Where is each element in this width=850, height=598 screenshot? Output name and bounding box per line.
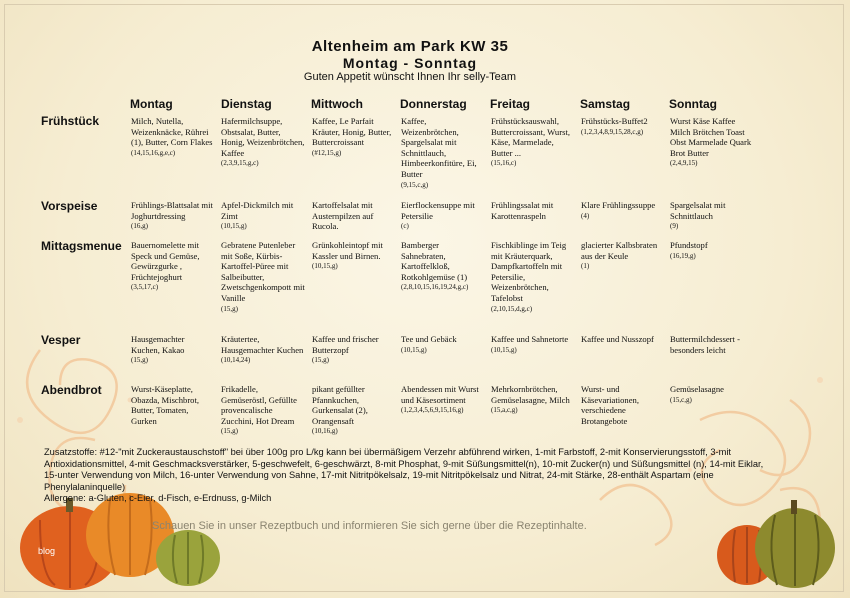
- additive-codes: (10,15,g): [401, 345, 427, 354]
- meal-label-abendbrot: Abendbrot: [41, 383, 102, 397]
- dish-text: Kartoffelsalat mit Austernpilzen auf Rucola.: [312, 200, 374, 232]
- dish-text: Frühstücks-Buffet2: [581, 116, 648, 126]
- additive-codes: (15,g): [131, 356, 148, 365]
- menu-cell-abendbrot-freitag: [491, 384, 575, 415]
- dish-text: Kaffee, Le Parfait Kräuter, Honig, Butter, Buttercroissant: [312, 116, 392, 148]
- additive-codes: (15,g): [312, 356, 329, 365]
- menu-cell-vesper-sonntag: [670, 334, 754, 355]
- additive-codes: (2,10,15,d,g,c): [491, 304, 533, 313]
- menu-cell-fruehstueck-freitag: [491, 116, 575, 168]
- additive-codes: (9,15,c,g): [401, 180, 429, 189]
- menu-cell-vorspeise-mittwoch: [312, 200, 396, 232]
- additive-codes: (15,16,c): [491, 159, 517, 168]
- day-header-sonntag: Sonntag: [669, 97, 717, 111]
- dish-text: Wurst-Käseplatte, Obazda, Mischbrot, Butter, Tomaten, Gurken: [131, 384, 200, 426]
- meal-label-vorspeise: Vorspeise: [41, 199, 98, 213]
- day-header-freitag: Freitag: [490, 97, 531, 111]
- day-header-montag: Montag: [130, 97, 173, 111]
- dish-text: Abendessen mit Wurst und Käsesortiment: [401, 384, 479, 405]
- dish-text: Wurst- und Käsevariationen, verschiedene Brotangebote: [581, 384, 639, 426]
- additive-codes: (16,g): [131, 222, 148, 231]
- dish-text: Milch, Nutella, Weizenknäcke, Rührei (1), Butter, Corn Flakes: [131, 116, 213, 148]
- menu-cell-fruehstueck-sonntag: [670, 116, 754, 168]
- additive-codes: (2,4,9,15): [670, 159, 698, 168]
- dish-text: Tee und Gebäck: [401, 334, 457, 344]
- additive-codes: (1,2,3,4,8,9,15,28,c,g): [581, 127, 644, 136]
- menu-cell-abendbrot-donnerstag: [401, 384, 485, 415]
- menu-cell-vorspeise-sonntag: [670, 200, 754, 231]
- additive-codes: (10,15,g): [491, 345, 517, 354]
- menu-cell-vesper-montag: [131, 334, 215, 365]
- dish-text: Buttermilchdessert - besonders leicht: [670, 334, 740, 355]
- greeting-text: Guten Appetit wünscht Ihnen Ihr selly-Team: [303, 71, 517, 83]
- menu-cell-mittag-montag: [131, 240, 215, 292]
- menu-cell-vorspeise-freitag: [491, 200, 575, 221]
- day-header-donnerstag: Donnerstag: [400, 97, 467, 111]
- dish-text: Wurst Käse Kaffee Milch Brötchen Toast Obst Marmelade Quark Brot Butter: [670, 116, 752, 158]
- watermark: blog: [38, 546, 56, 556]
- additive-codes: (15,c,g): [670, 395, 692, 404]
- dish-text: Gebratene Putenleber mit Soße, Kürbis-Kartoffel-Püree mit Salbeibutter, Zwetschgenkompott mit Vanille: [221, 240, 305, 303]
- dish-text: glacierter Kalbsbraten aus der Keule: [581, 240, 658, 261]
- meal-label-fruehstueck: Frühstück: [41, 114, 100, 128]
- dish-text: Spargelsalat mit Schnittlauch: [670, 200, 726, 221]
- menu-cell-abendbrot-mittwoch: [312, 384, 396, 436]
- dish-text: Frikadelle, Gemüseröstl, Gefüllte provencalische Zucchini, Hot Dream: [221, 384, 297, 426]
- menu-cell-vorspeise-montag: [131, 200, 215, 231]
- additives-note: Zusatzstoffe: #12-"mit Zuckeraustauschstoff" bei über 100g pro L/kg kann bei übermäßigem Verzehr abführend wirken, 1-mit Farbstoff, 2-mit Konservierungsstoff, 3-mit Antioxidationsmittel, 4-mit Geschmacksverstärker, 5-geschwefelt, 6-geschwärzt, 8-mit Phosphat, 9-mit Süßungsmittel(n), 10-mit Zucker(n) und Süßungsmittel (n), 14-mit Eiklar, 15-unter Verwendung von Milch, 16-unter Verwendung von Sahne, 17-mit Nitritpökelsalz, 19-mit Nitritpökelsalz und Nitrat, 24-mit Stärke, 28-enthält Aspartam (eine Phenylalaninquelle): [44, 447, 764, 492]
- dish-text: Klare Frühlingssuppe: [581, 200, 656, 210]
- dish-text: Mehrkornbrötchen, Gemüselasagne, Milch: [491, 384, 570, 405]
- dish-text: Kaffee und Nusszopf: [581, 334, 654, 344]
- dish-text: Kaffee und Sahnetorte: [491, 334, 569, 344]
- additive-codes: (4): [581, 211, 590, 220]
- dish-text: Eierflockensuppe mit Petersilie: [401, 200, 475, 221]
- dish-text: Bauernomelette mit Speck und Gemüse, Gewürzgurke , Früchtejoghurt: [131, 240, 200, 282]
- additive-codes: (c): [401, 222, 409, 231]
- additive-codes: (10,14,24): [221, 356, 251, 365]
- additive-codes: (15,a,c,g): [491, 406, 518, 415]
- menu-cell-vesper-samstag: [581, 334, 665, 345]
- menu-cell-fruehstueck-montag: [131, 116, 215, 158]
- additive-codes: (3,5,17,c): [131, 283, 159, 292]
- allergens-note: Allergene: a-Gluten, c-Eier, d-Fisch, e-Erdnuss, g-Milch: [44, 493, 272, 504]
- additive-codes: (10,16,g): [312, 427, 338, 436]
- dish-text: Frühstücksauswahl, Buttercroissant, Wurst, Käse, Marmelade, Butter ...: [491, 116, 570, 158]
- menu-cell-mittag-sonntag: [670, 240, 754, 261]
- menu-cell-mittag-samstag: [581, 240, 665, 271]
- menu-cell-vesper-freitag: [491, 334, 575, 355]
- menu-cell-fruehstueck-mittwoch: [312, 116, 396, 158]
- additive-codes: (10,15,g): [221, 222, 247, 231]
- additive-codes: (1,2,3,4,5,6,9,15,16,g): [401, 406, 464, 415]
- additive-codes: (1): [581, 262, 590, 271]
- menu-cell-mittag-donnerstag: [401, 240, 485, 292]
- menu-cell-vorspeise-donnerstag: [401, 200, 485, 231]
- menu-cell-vesper-donnerstag: [401, 334, 485, 355]
- page-subtitle: Montag - Sonntag: [342, 55, 478, 71]
- menu-cell-abendbrot-sonntag: [670, 384, 754, 405]
- additive-codes: (10,15,g): [312, 262, 338, 271]
- page-title: Altenheim am Park KW 35: [311, 38, 509, 55]
- notes-section: [44, 447, 774, 505]
- dish-text: Fischkiblinge im Teig mit Kräuterquark, Dampfkartoffeln mit Petersilie, Weizenbrötchen, Tafelobst: [491, 240, 567, 303]
- day-header-mittwoch: Mittwoch: [311, 97, 363, 111]
- additive-codes: (2,3,9,15,g,c): [221, 159, 259, 168]
- dish-text: Gemüselasagne: [670, 384, 724, 394]
- menu-cell-fruehstueck-dienstag: [221, 116, 305, 168]
- dish-text: Hafermilchsuppe, Obstsalat, Butter, Honig, Weizenbrötchen, Kaffee: [221, 116, 305, 158]
- additive-codes: (9): [670, 222, 679, 231]
- day-header-dienstag: Dienstag: [221, 97, 272, 111]
- dish-text: Hausgemachter Kuchen, Kakao: [131, 334, 185, 355]
- dish-text: Frühlings-Blattsalat mit Joghurtdressing: [131, 200, 213, 221]
- menu-cell-abendbrot-montag: [131, 384, 215, 426]
- additive-codes: (2,8,10,15,16,19,24,g,c): [401, 283, 469, 292]
- additive-codes: (#12,15,g): [312, 148, 342, 157]
- dish-text: Pfundstopf: [670, 240, 708, 250]
- menu-cell-mittag-mittwoch: [312, 240, 396, 271]
- additive-codes: (15,g): [221, 304, 238, 313]
- dish-text: Apfel-Dickmilch mit Zimt: [221, 200, 294, 221]
- additive-codes: (15,g): [221, 427, 238, 436]
- menu-cell-vorspeise-dienstag: [221, 200, 305, 231]
- menu-cell-abendbrot-dienstag: [221, 384, 305, 436]
- additive-codes: (14,15,16,g,e,c): [131, 148, 176, 157]
- dish-text: Frühlingssalat mit Karottenraspeln: [491, 200, 554, 221]
- dish-text: Grünkohleintopf mit Kassler und Birnen.: [312, 240, 383, 261]
- additive-codes: (16,19,g): [670, 251, 696, 260]
- menu-cell-abendbrot-samstag: [581, 384, 665, 426]
- menu-cell-fruehstueck-samstag: [581, 116, 665, 137]
- meal-label-vesper: Vesper: [41, 333, 81, 347]
- dish-text: pikant gefüllter Pfannkuchen, Gurkensalat (2), Orangensaft: [312, 384, 368, 426]
- meal-label-mittagsmenue: Mittagsmenue: [41, 239, 122, 253]
- day-header-samstag: Samstag: [580, 97, 631, 111]
- dish-text: Kaffee, Weizenbrötchen, Spargelsalat mit Schnittlauch, Himbeerkonfitüre, Ei, Butter: [401, 116, 477, 179]
- menu-cell-vesper-mittwoch: [312, 334, 396, 365]
- dish-text: Kräutertee, Hausgemachter Kuchen: [221, 334, 304, 355]
- menu-cell-fruehstueck-donnerstag: [401, 116, 485, 190]
- footer-text: Schauen Sie in unser Rezeptbuch und informieren Sie sich gerne über die Rezeptinhalte.: [152, 520, 587, 532]
- menu-cell-vesper-dienstag: [221, 334, 305, 365]
- dish-text: Bamberger Sahnebraten, Kartoffelkloß, Rotkohlgemüse (1): [401, 240, 468, 282]
- menu-cell-mittag-freitag: [491, 240, 575, 314]
- menu-cell-vorspeise-samstag: [581, 200, 665, 221]
- menu-cell-mittag-dienstag: [221, 240, 305, 314]
- dish-text: Kaffee und frischer Butterzopf: [312, 334, 379, 355]
